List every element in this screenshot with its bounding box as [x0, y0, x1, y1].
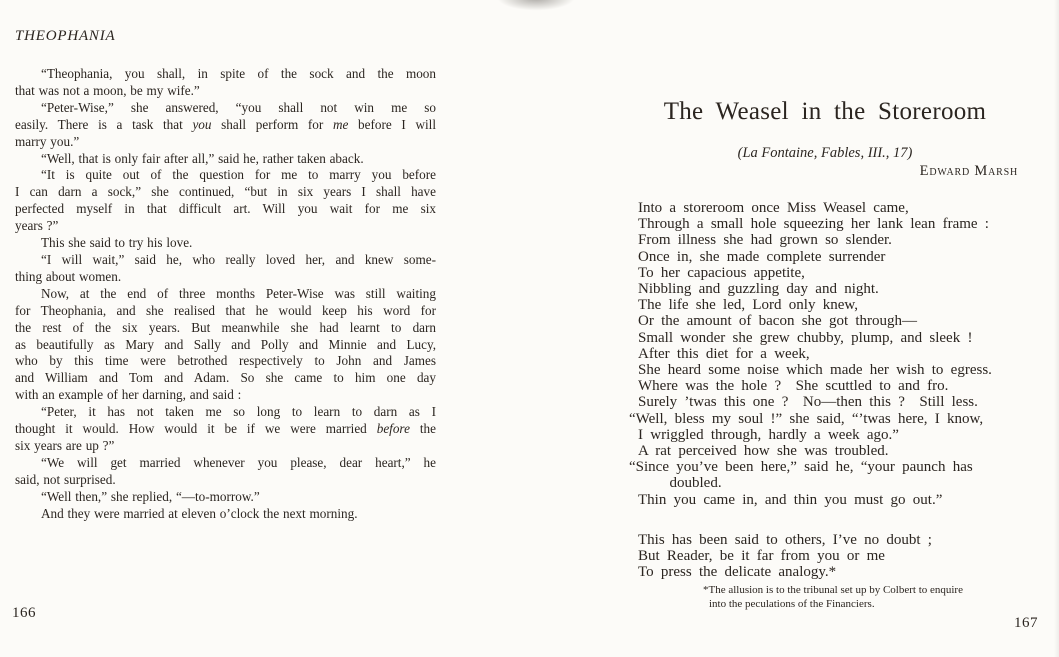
text-line: “I will wait,” said he, who really loved her, and knew some- [41, 251, 436, 267]
poem-line: “Since you’ve been here,” said he, “your paunch has [629, 459, 973, 476]
poem-line: doubled. [669, 475, 722, 492]
text-line: And they were married at eleven o’clock the next morning. [41, 505, 358, 521]
paragraph [15, 506, 436, 523]
poem-line: To press the delicate analogy.* [638, 564, 837, 581]
text-line: for Theophania, and she realised that he would keep his word for [15, 302, 436, 318]
scan-edge-shadow [1054, 0, 1059, 657]
paragraph [15, 489, 436, 506]
text-line: I can darn a sock,” she continued, “but in six years I shall have [15, 184, 436, 200]
poem-line: A rat perceived how she was troubled. [638, 443, 889, 460]
text-line: “Well then,” she replied, “—to-morrow.” [41, 488, 260, 504]
left-page-text [15, 66, 436, 522]
text-line: thing about women. [15, 268, 122, 284]
paragraph [15, 235, 436, 252]
paragraph [15, 151, 436, 168]
poem-line: To her capacious appetite, [638, 264, 805, 281]
author-name: Edward Marsh [919, 163, 1018, 179]
left-page [15, 28, 436, 522]
paragraph [15, 404, 436, 455]
paragraph [15, 455, 436, 489]
poem-line: Through a small hole squeezing her lank lean frame : [638, 216, 989, 233]
poem-line: After this diet for a week, [638, 345, 810, 362]
page-number-right: 167 [1014, 615, 1038, 631]
page-number-left: 166 [12, 605, 36, 621]
text-line: who by this time were betrothed respectively to John and James [15, 353, 436, 369]
text-line: “We will get married whenever you please, dear heart,” he [41, 454, 436, 470]
poem-line: But Reader, be it far from you or me [638, 548, 885, 565]
poem-line: The life she led, Lord only knew, [638, 297, 858, 314]
poem-line: This has been said to others, I’ve no doubt ; [638, 531, 932, 548]
text-line: with an example of her darning, and said : [15, 387, 242, 403]
text-line: that was not a moon, be my wife.” [15, 82, 200, 98]
poem-line: She heard some noise which made her wish to egress. [638, 362, 992, 379]
text-line: as beautifully as Mary and Sally and Polly and Minnie and Lucy, [15, 336, 436, 352]
text-line: Now, at the end of three months Peter-Wise was still waiting [41, 285, 436, 301]
paragraph [15, 100, 436, 151]
poem-line: I wriggled through, hardly a week ago.” [638, 426, 899, 443]
footnote [703, 584, 1021, 611]
text-line: the rest of the six years. But meanwhile she had learnt to darn [15, 319, 436, 335]
footnote-line: into the peculations of the Financiers. [709, 597, 875, 610]
poem-line: Into a storeroom once Miss Weasel came, [638, 200, 909, 216]
text-line: “It is quite out of the question for me to marry you before [41, 167, 436, 183]
stanza [638, 532, 992, 581]
text-line: years ?” [15, 218, 59, 234]
paragraph [15, 286, 436, 404]
scan-smudge-artifact [496, 0, 576, 11]
poem-line: Surely ’twas this one ? No—then this ? Still less. [638, 394, 978, 411]
stanza [629, 200, 992, 508]
poem-line: Nibbling and guzzling day and night. [638, 281, 879, 298]
poem-line: Small wonder she grew chubby, plump, and sleek ! [638, 329, 973, 346]
running-header: THEOPHANIA [15, 28, 116, 44]
paragraph [15, 252, 436, 286]
text-line: said, not surprised. [15, 471, 116, 487]
poem-line: Or the amount of bacon she got through— [638, 313, 918, 330]
paragraph [15, 66, 436, 100]
paragraph [15, 167, 436, 235]
footnote-line: *The allusion is to the tribunal set up by Colbert to enquire [703, 584, 963, 596]
text-line: thought it would. How would it be if we were married before the [15, 421, 436, 437]
text-line: “Theophania, you shall, in spite of the sock and the moon [41, 66, 436, 81]
poem-line: Where was the hole ? She scuttled to and fro. [638, 378, 949, 395]
text-line: “Well, that is only fair after all,” said he, rather taken aback. [41, 150, 364, 166]
poem-title: The Weasel in the Storeroom [663, 98, 987, 125]
text-line: easily. There is a task that you shall perform for me before I will [15, 116, 436, 132]
poem-line: “Well, bless my soul !” she said, “’twas here, I know, [629, 410, 984, 427]
poem-body [629, 200, 992, 581]
poem-line: Thin you came in, and thin you must go out.” [638, 491, 943, 508]
poem-line: From illness she had grown so slender. [638, 232, 892, 249]
text-line: six years are up ?” [15, 437, 115, 453]
text-line: “Peter-Wise,” she answered, “you shall not win me so [41, 99, 436, 115]
source-attribution: (La Fontaine, Fables, III., 17) [737, 145, 913, 161]
text-line: “Peter, it has not taken me so long to learn to darn as I [41, 404, 436, 420]
text-line: perfected myself in that difficult art. Will you wait for me six [15, 201, 436, 217]
text-line: and William and Tom and Adam. So she came to him one day [15, 370, 436, 386]
poem-line: Once in, she made complete surrender [638, 248, 886, 265]
text-line: This she said to try his love. [41, 235, 193, 251]
text-line: marry you.” [15, 133, 80, 149]
